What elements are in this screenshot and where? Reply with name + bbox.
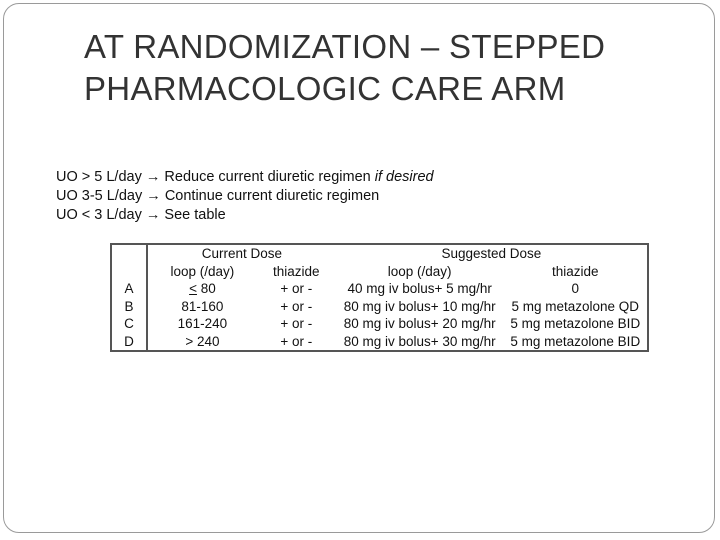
table-row [111, 315, 648, 333]
title-line-2: PHARMACOLOGIC CARE ARM [84, 70, 566, 107]
row-label: D [111, 333, 147, 352]
dose-table [110, 243, 649, 352]
current-loop-cell: > 240 [185, 333, 220, 349]
rule-row [56, 187, 516, 206]
arrow-icon: → [145, 207, 161, 223]
current-thiazide-cell: + or - [280, 298, 313, 314]
current-loop-cell [147, 280, 257, 298]
rule-row [56, 168, 516, 187]
suggested-thiazide-cell: 5 mg metazolone QD [511, 298, 640, 314]
rule-condition: UO > 5 L/day [56, 169, 142, 185]
suggested-loop-cell: 40 mg iv bolus+ 5 mg/hr [347, 281, 492, 297]
current-thiazide-cell: + or - [280, 316, 313, 332]
rule-condition: UO < 3 L/day [56, 207, 142, 223]
urine-output-rules [56, 168, 516, 225]
rule-condition: UO 3-5 L/day [56, 188, 143, 204]
current-loop-cell: 81-160 [181, 298, 224, 314]
current-thiazide-cell: + or - [280, 281, 313, 297]
current-loop-cell: 161-240 [177, 316, 228, 332]
suggested-loop-cell: 80 mg iv bolus+ 10 mg/hr [343, 298, 496, 314]
current-loop-value: 80 [196, 281, 216, 297]
column-header-current-loop: loop (/day) [170, 263, 235, 279]
suggested-thiazide-cell: 5 mg metazolone BID [510, 316, 641, 332]
suggested-loop-cell: 80 mg iv bolus+ 30 mg/hr [343, 333, 496, 349]
column-header-current-thiazide: thiazide [273, 263, 320, 279]
slide-title [84, 26, 684, 110]
table-row [111, 298, 648, 316]
suggested-thiazide-cell: 5 mg metazolone BID [510, 333, 641, 349]
suggested-thiazide-cell: 0 [571, 281, 580, 297]
arrow-icon: → [145, 169, 161, 185]
table-row [111, 333, 648, 352]
table-group-header-row [111, 244, 648, 263]
suggested-loop-cell: 80 mg iv bolus+ 20 mg/hr [343, 316, 496, 332]
current-dose-header: Current Dose [201, 246, 283, 262]
arrow-icon: → [146, 188, 161, 204]
row-label: A [111, 280, 147, 298]
table-corner-cell [111, 263, 147, 281]
row-label: B [111, 298, 147, 316]
column-header-suggested-loop: loop (/day) [387, 263, 452, 279]
title-line-1: AT RANDOMIZATION – STEPPED [84, 28, 606, 65]
rule-action: See table [164, 207, 226, 223]
rule-action: Reduce current diuretic regimen [164, 169, 371, 185]
current-thiazide-cell: + or - [280, 333, 313, 349]
suggested-dose-header: Suggested Dose [441, 246, 542, 262]
column-header-suggested-thiazide: thiazide [552, 263, 599, 279]
row-label: C [111, 315, 147, 333]
table-row [111, 280, 648, 298]
table-corner-cell [111, 244, 147, 263]
rule-qualifier: if desired [374, 169, 434, 185]
rule-action: Continue current diuretic regimen [164, 188, 380, 204]
rule-row [56, 206, 516, 225]
table-subheader-row [111, 263, 648, 281]
less-equal-symbol: < [189, 281, 197, 297]
